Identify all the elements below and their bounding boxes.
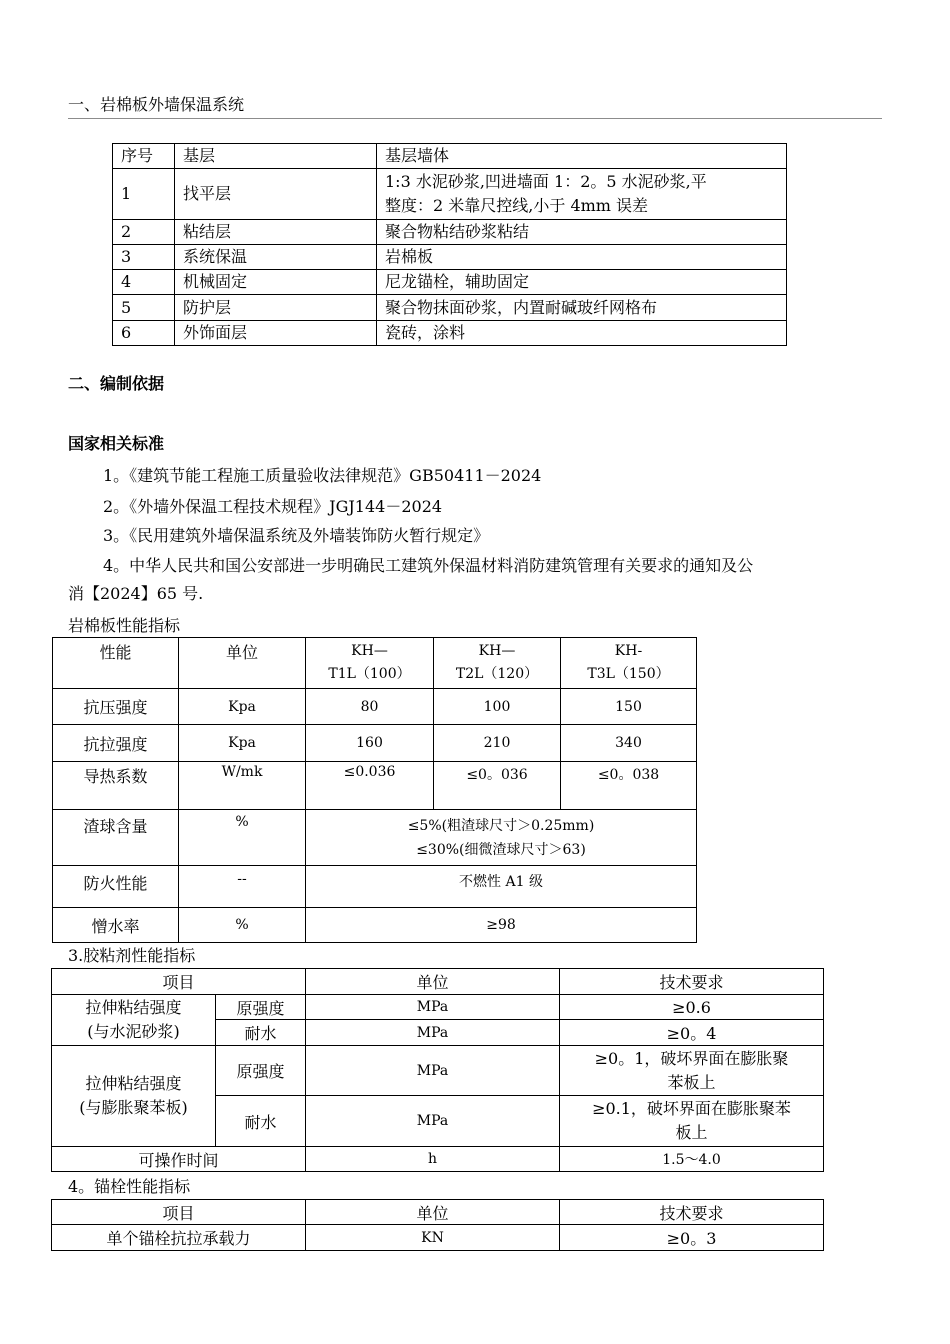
standard-item-4-cont: 消【2024】65 号. xyxy=(68,584,204,603)
section-heading-2: 二、编制依据 xyxy=(68,374,165,393)
table1-header-no: 序号 xyxy=(113,144,175,169)
anchor-performance-table xyxy=(51,1199,824,1251)
table3-cell: 可操作时间 xyxy=(52,1147,306,1172)
table3-cell-line: ≥0.1，破坏界面在膨胀聚苯 xyxy=(592,1099,791,1118)
table4-header-requirement: 技术要求 xyxy=(560,1200,824,1225)
table2-header-property: 性能 xyxy=(53,638,179,689)
standard-item-4: 4。中华人民共和国公安部进一步明确民工建筑外保温材料消防建筑管理有关要求的通知及公 xyxy=(103,556,754,575)
table2-header-line: T3L（150） xyxy=(587,666,670,682)
table-row xyxy=(52,1225,824,1251)
table3-group-line: 拉伸粘结强度 xyxy=(85,1074,182,1093)
table1-cell: 3 xyxy=(113,245,175,270)
table2-cell: 渣球含量 xyxy=(53,810,179,866)
table3-cell xyxy=(560,1096,824,1147)
table-row xyxy=(53,908,697,943)
table2-cell: 160 xyxy=(306,725,434,762)
table3-cell: MPa xyxy=(306,1046,560,1096)
table2-cell: Kpa xyxy=(179,725,306,762)
table2-cell: 210 xyxy=(434,725,561,762)
table3-cell-line: ≥0。1，破坏界面在膨胀聚 xyxy=(594,1048,789,1068)
table3-group-line: (与膨胀聚苯板) xyxy=(79,1098,188,1117)
table2-cell: ≤0。038 xyxy=(561,762,697,810)
table2-header-line: T1L（100） xyxy=(328,666,411,682)
table1-cell: 尼龙锚栓，辅助固定 xyxy=(377,270,787,295)
table3-cell: 原强度 xyxy=(216,995,306,1020)
table3-header-unit: 单位 xyxy=(306,969,560,995)
table2-header-line: KH— xyxy=(351,643,388,659)
table2-header-line: KH— xyxy=(478,643,516,659)
table3-header-item: 项目 xyxy=(52,969,306,995)
table1-cell: 5 xyxy=(113,295,175,321)
table2-cell: ≥98 xyxy=(306,908,697,943)
table1-cell xyxy=(377,169,787,220)
table1-header-wall: 基层墙体 xyxy=(377,144,787,169)
table2-header-line: KH- xyxy=(614,643,643,659)
table3-cell: 原强度 xyxy=(216,1046,306,1096)
table4-cell: ≥0。3 xyxy=(560,1225,824,1251)
table1-cell: 外饰面层 xyxy=(175,321,377,346)
table1-cell: 2 xyxy=(113,220,175,245)
table2-cell: ≤0。036 xyxy=(434,762,561,810)
table-row xyxy=(53,725,697,762)
table2-cell: 防火性能 xyxy=(53,866,179,908)
rockwool-performance-table xyxy=(52,637,697,943)
table2-cell: W/mk xyxy=(179,762,306,810)
table2-cell: Kpa xyxy=(179,689,306,725)
table2-cell: 抗拉强度 xyxy=(53,725,179,762)
table2-slag-requirement xyxy=(306,810,697,866)
table3-cell: ≥0.6 xyxy=(560,995,824,1020)
table-row xyxy=(52,1147,824,1172)
table1-cell: 瓷砖，涂料 xyxy=(377,321,787,346)
table2-header-t2l xyxy=(434,638,561,689)
table1-header-layer: 基层 xyxy=(175,144,377,169)
table2-cell: % xyxy=(179,810,306,866)
table3-cell: h xyxy=(306,1147,560,1172)
table2-cell: 导热系数 xyxy=(53,762,179,810)
table1-cell-line: 整度：2 米靠尺控线,小于 4mm 误差 xyxy=(385,196,649,215)
table-row xyxy=(113,295,787,321)
table-row xyxy=(53,689,697,725)
table3-group-line: 拉伸粘结强度 xyxy=(85,998,182,1017)
table4-header-item: 项目 xyxy=(52,1200,306,1225)
section-heading-1: 一、岩棉板外墙保温系统 xyxy=(68,94,882,119)
table1-cell: 聚合物抹面砂浆，内置耐碱玻纤网格布 xyxy=(377,295,787,321)
table1-cell: 岩棉板 xyxy=(377,245,787,270)
table-row xyxy=(52,995,824,1020)
insulation-system-table xyxy=(112,143,787,346)
table4-cell: KN xyxy=(306,1225,560,1251)
table4-caption: 4。锚栓性能指标 xyxy=(68,1177,191,1196)
table-row xyxy=(53,866,697,908)
table3-group-eps xyxy=(52,1046,216,1147)
table1-cell: 机械固定 xyxy=(175,270,377,295)
standard-item-3: 3。《民用建筑外墙保温系统及外墙装饰防火暂行规定》 xyxy=(103,526,490,545)
standard-item-2: 2。《外墙外保温工程技术规程》JGJ144－2024 xyxy=(103,497,443,516)
table3-cell: MPa xyxy=(306,1020,560,1046)
table-row xyxy=(113,321,787,346)
table4-header-unit: 单位 xyxy=(306,1200,560,1225)
standard-item-1: 1。《建筑节能工程施工质量验收法律规范》GB50411－2024 xyxy=(103,466,542,485)
table2-cell: 憎水率 xyxy=(53,908,179,943)
table2-header-line: T2L（120） xyxy=(455,666,539,682)
table2-cell: -- xyxy=(179,866,306,908)
table3-cell-line: 板上 xyxy=(675,1123,708,1142)
table2-header-t3l xyxy=(561,638,697,689)
table2-cell: 80 xyxy=(306,689,434,725)
table3-group-line: (与水泥砂浆) xyxy=(87,1022,180,1041)
table2-header-t1l xyxy=(306,638,434,689)
table3-cell: MPa xyxy=(306,1096,560,1147)
table2-cell-line: ≤5%(粗渣球尺寸＞0.25mm) xyxy=(407,817,595,834)
table2-cell: 100 xyxy=(434,689,561,725)
table1-cell: 防护层 xyxy=(175,295,377,321)
table-row xyxy=(113,169,787,220)
standards-heading: 国家相关标准 xyxy=(68,434,165,453)
table1-cell: 1 xyxy=(113,169,175,220)
table2-cell: % xyxy=(179,908,306,943)
table3-header-requirement: 技术要求 xyxy=(560,969,824,995)
adhesive-performance-table xyxy=(51,968,824,1172)
table-row xyxy=(53,810,697,866)
table3-cell: MPa xyxy=(306,995,560,1020)
table2-header-unit: 单位 xyxy=(179,638,306,689)
table-row xyxy=(113,270,787,295)
table2-cell: 340 xyxy=(561,725,697,762)
table2-cell: 150 xyxy=(561,689,697,725)
table1-cell: 粘结层 xyxy=(175,220,377,245)
table2-cell-line: ≤30%(细微渣球尺寸＞63) xyxy=(416,841,586,858)
table1-cell-line: 1:3 水泥砂浆,凹进墙面 1：2。5 水泥砂浆,平 xyxy=(385,172,707,191)
table1-cell: 聚合物粘结砂浆粘结 xyxy=(377,220,787,245)
table-row xyxy=(53,762,697,810)
table1-cell: 4 xyxy=(113,270,175,295)
table-row xyxy=(52,1046,824,1096)
table2-cell: 抗压强度 xyxy=(53,689,179,725)
table3-cell: ≥0。4 xyxy=(560,1020,824,1046)
table3-cell: 1.5～4.0 xyxy=(560,1147,824,1172)
table3-cell-line: 苯板上 xyxy=(667,1072,716,1092)
table3-caption: 3.胶粘剂性能指标 xyxy=(68,946,196,965)
table1-cell: 找平层 xyxy=(175,169,377,220)
table3-group-cement xyxy=(52,995,216,1046)
table3-cell: 耐水 xyxy=(216,1096,306,1147)
table2-cell: ≤0.036 xyxy=(306,762,434,810)
table1-cell: 系统保温 xyxy=(175,245,377,270)
table4-cell: 单个锚栓抗拉承载力 xyxy=(52,1225,306,1251)
table-row xyxy=(113,220,787,245)
table1-cell: 6 xyxy=(113,321,175,346)
table-row xyxy=(113,245,787,270)
table2-caption: 岩棉板性能指标 xyxy=(68,616,181,635)
table3-cell xyxy=(560,1046,824,1096)
table2-cell: 不燃性 A1 级 xyxy=(306,866,697,908)
table3-cell: 耐水 xyxy=(216,1020,306,1046)
